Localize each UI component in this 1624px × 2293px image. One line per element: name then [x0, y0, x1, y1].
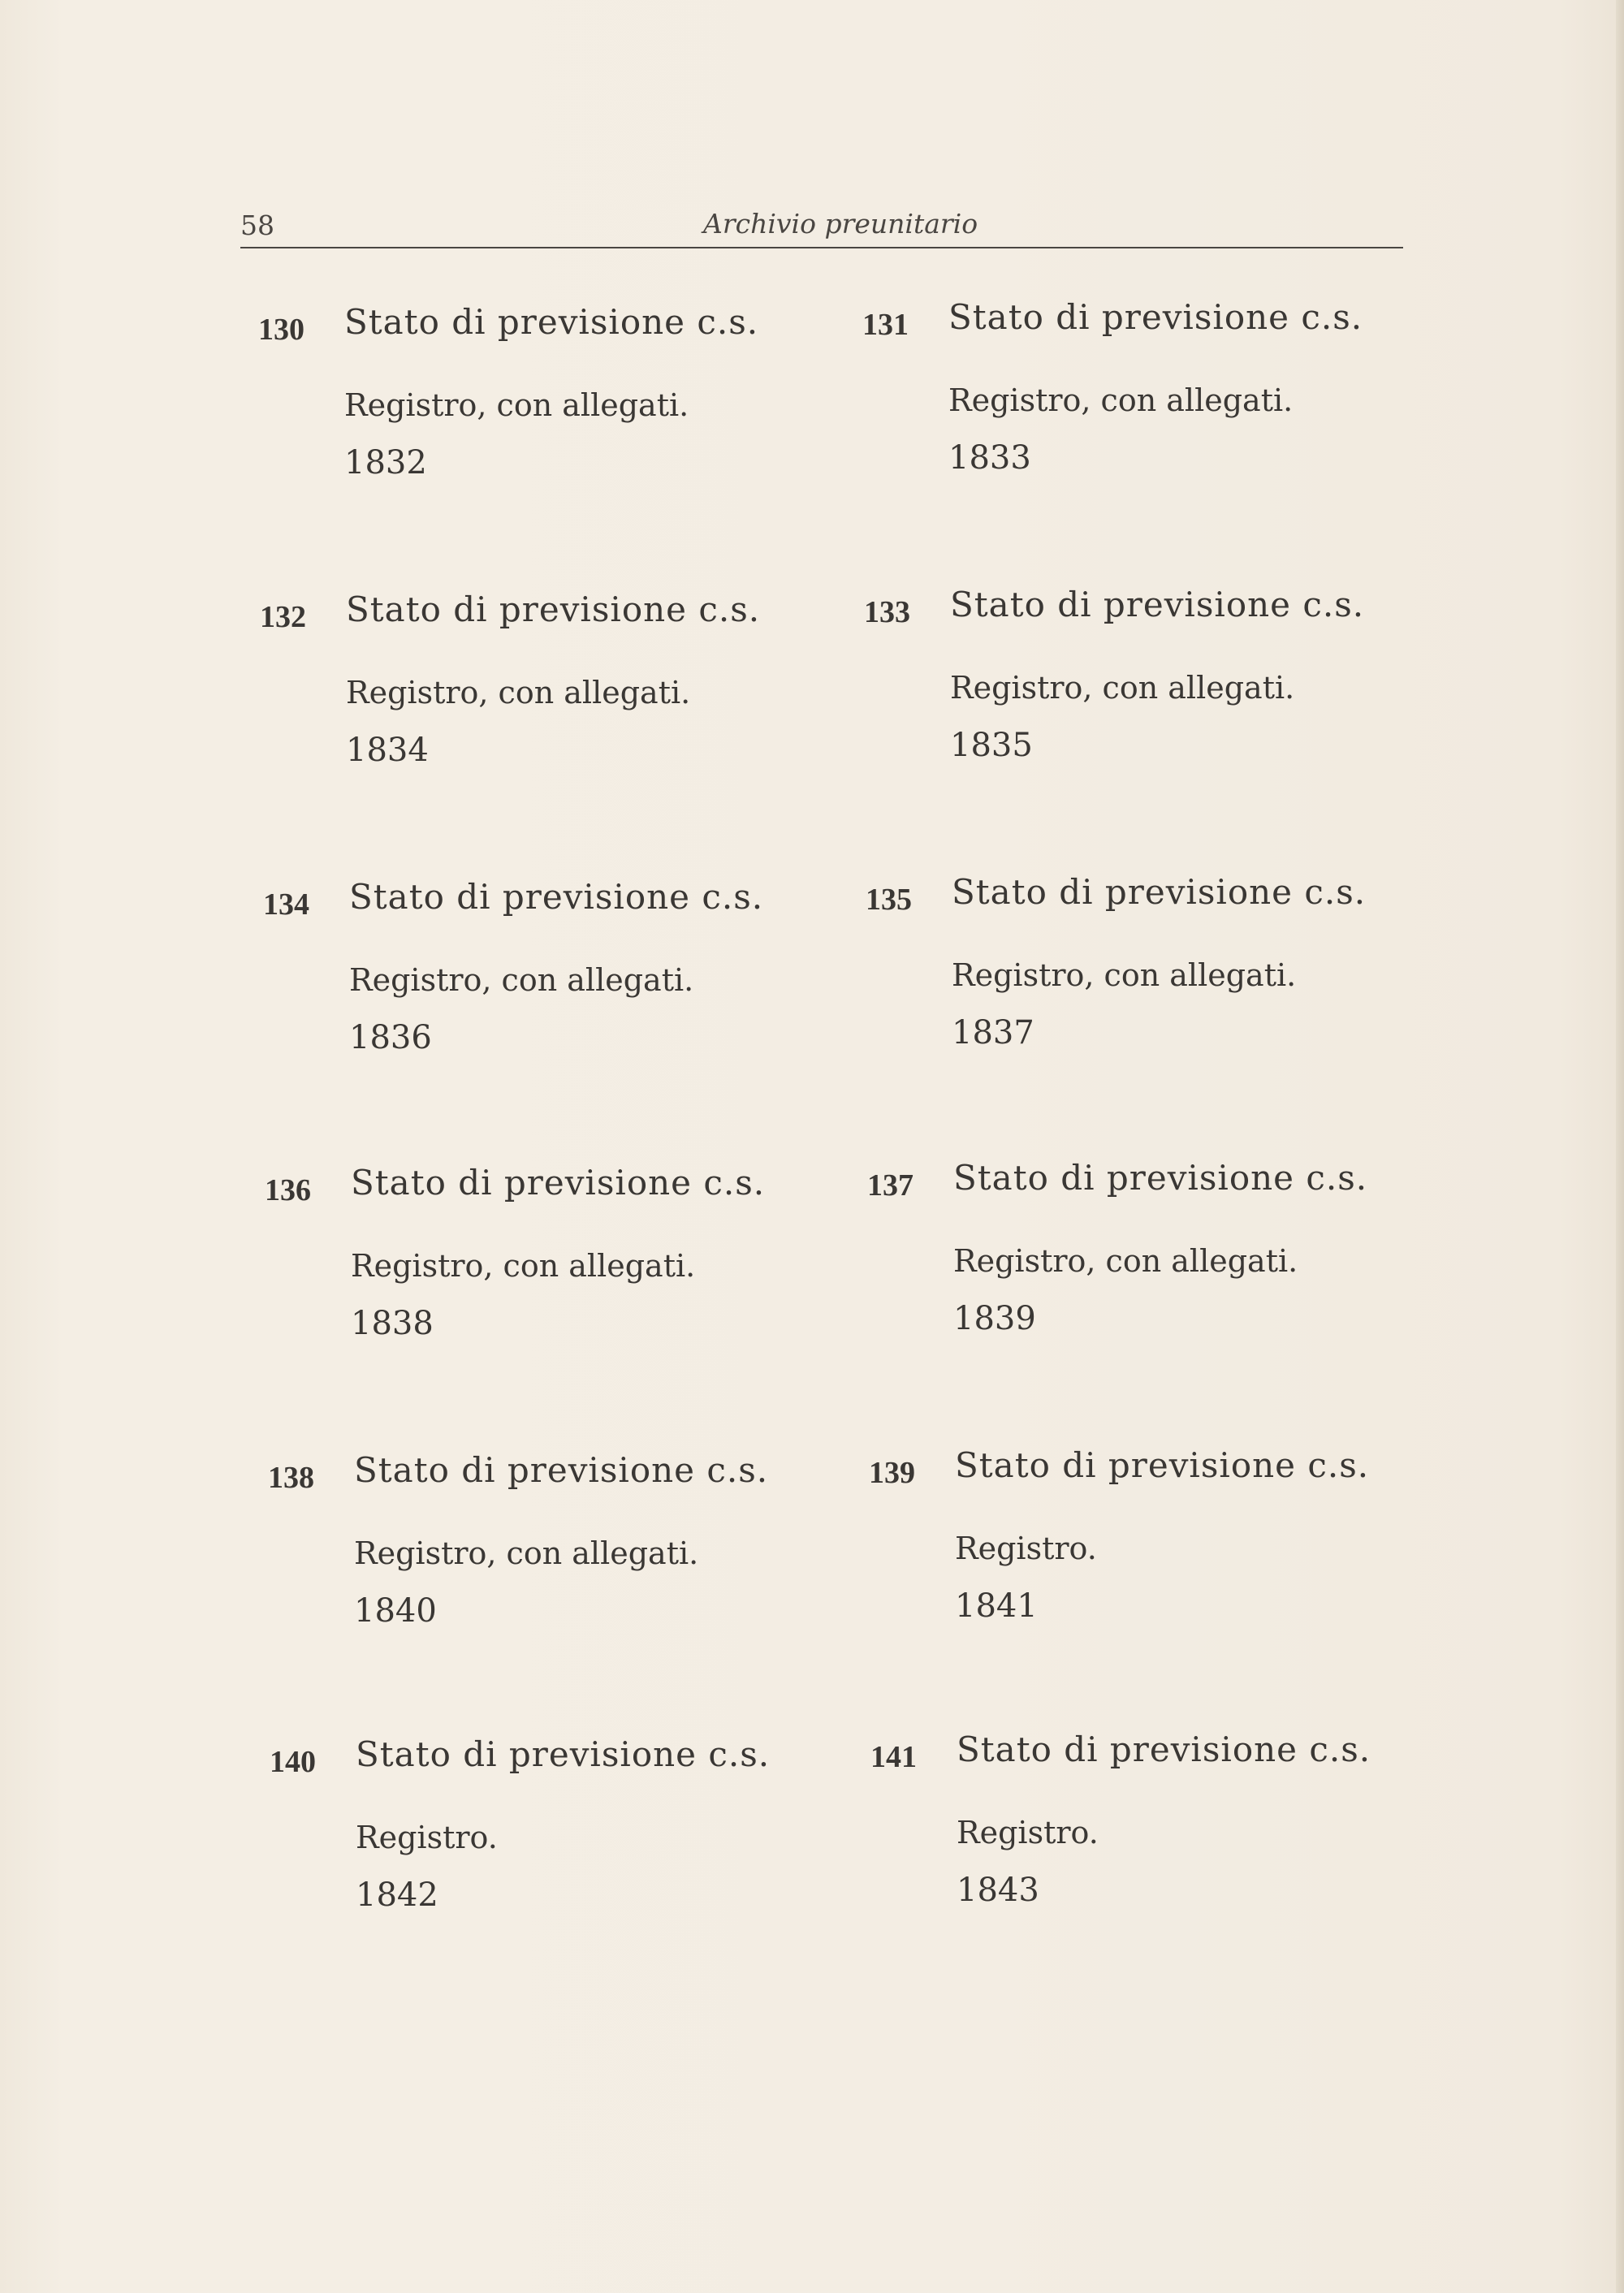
entry-year: 1832: [344, 444, 427, 481]
entry-title: Stato di previsione c.s.: [346, 589, 761, 629]
entry-title: Stato di previsione c.s.: [952, 872, 1367, 912]
entry-description: Registro, con allegati.: [950, 670, 1295, 706]
entry-135: [866, 872, 1385, 1059]
entry-description: Registro.: [356, 1820, 498, 1855]
entry-description: Registro, con allegati.: [354, 1535, 699, 1571]
entry-number: 135: [866, 883, 912, 917]
entry-number: 136: [265, 1173, 311, 1207]
page-edge: [1616, 0, 1624, 2293]
entry-description: Registro, con allegati.: [953, 1243, 1298, 1279]
entry-year: 1835: [950, 727, 1033, 764]
page-number: 58: [240, 209, 274, 241]
entry-number: 141: [870, 1740, 917, 1774]
entry-title: Stato di previsione c.s.: [948, 297, 1363, 337]
entry-number: 140: [270, 1745, 316, 1779]
entry-year: 1843: [957, 1872, 1039, 1909]
entry-134: [263, 877, 783, 1064]
entry-year: 1834: [346, 732, 429, 769]
running-title: Archivio preunitario: [703, 208, 978, 240]
entry-136: [265, 1163, 784, 1349]
entry-title: Stato di previsione c.s.: [351, 1163, 766, 1203]
entry-number: 133: [864, 595, 910, 629]
entry-description: Registro, con allegati.: [344, 387, 689, 423]
entry-year: 1838: [351, 1305, 434, 1342]
entry-year: 1842: [356, 1876, 438, 1914]
entry-number: 132: [260, 600, 306, 634]
entry-title: Stato di previsione c.s.: [354, 1450, 769, 1490]
entry-description: Registro, con allegati.: [952, 957, 1297, 993]
entry-139: [869, 1445, 1389, 1632]
entry-133: [864, 585, 1384, 771]
entry-description: Registro.: [957, 1815, 1099, 1850]
entry-number: 130: [258, 313, 304, 347]
entry-description: Registro, con allegati.: [948, 382, 1294, 418]
entry-130: [258, 302, 778, 489]
entry-title: Stato di previsione c.s.: [356, 1734, 771, 1774]
entry-132: [260, 589, 780, 776]
entry-year: 1839: [953, 1300, 1036, 1337]
entry-year: 1837: [952, 1014, 1034, 1051]
entry-141: [870, 1729, 1390, 1916]
entry-title: Stato di previsione c.s.: [957, 1729, 1371, 1769]
entry-title: Stato di previsione c.s.: [955, 1445, 1370, 1485]
entry-description: Registro, con allegati.: [346, 675, 691, 710]
entry-description: Registro.: [955, 1531, 1097, 1566]
entry-137: [867, 1158, 1387, 1345]
entry-number: 139: [869, 1456, 915, 1490]
entry-title: Stato di previsione c.s.: [953, 1158, 1368, 1198]
entry-year: 1841: [955, 1587, 1038, 1625]
entry-number: 131: [862, 308, 909, 342]
entry-131: [862, 297, 1382, 484]
entry-title: Stato di previsione c.s.: [950, 585, 1365, 624]
entry-title: Stato di previsione c.s.: [344, 302, 759, 342]
entry-year: 1833: [948, 439, 1031, 477]
entry-year: 1836: [349, 1019, 432, 1056]
entry-number: 138: [268, 1461, 314, 1495]
entry-140: [270, 1734, 789, 1921]
entry-number: 137: [867, 1168, 914, 1203]
entry-description: Registro, con allegati.: [349, 962, 694, 998]
entry-year: 1840: [354, 1592, 437, 1630]
entry-138: [268, 1450, 788, 1637]
page-header: [240, 206, 1403, 248]
entry-description: Registro, con allegati.: [351, 1248, 696, 1284]
entry-number: 134: [263, 887, 309, 922]
entry-title: Stato di previsione c.s.: [349, 877, 764, 917]
